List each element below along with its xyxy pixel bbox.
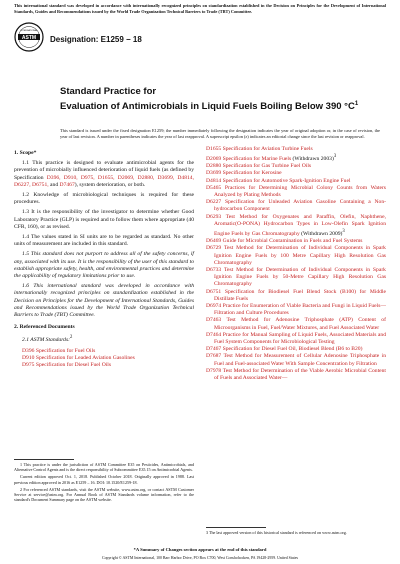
spec-link-d7467[interactable]: D7467 — [59, 181, 75, 188]
para-2-1: 2.1 ASTM Standards:$^2$ — [22, 335, 73, 344]
reference-code[interactable]: D6729 — [206, 245, 222, 252]
footnote-mark: 3 — [342, 229, 345, 235]
reference-title[interactable]: Test Method for Determination of Individual Components in Spark Ignition Engine Fuels by 100 Metre Capillary High Resolution Gas Chromatography — [214, 245, 386, 266]
reference-title[interactable]: Specification for Unleaded Aviation Gasoline Containing a Non-hydrocarbon Component — [214, 199, 386, 213]
para-1-1: 1.1 This practice is designed to evaluate antimicrobial agents for the prevention of microbially influenced deterioration of liquid fuels (as defined by Specification D396, D910, D975, D1655, D2069, D2880, D3699, D4814, D6227, D6751, and D7467), system deterioration, or both. — [14, 160, 194, 188]
footnote-3: 3 The last approved version of this historical standard is referenced on www.astm.org. — [206, 530, 347, 535]
astm-logo-icon — [14, 22, 44, 52]
para-1-5: 1.5 This standard does not purport to address all of the safety concerns, if any, associated with its use. It is the responsibility of the user of this standard to establish appropriate safety, health, and environmental practices and determine the applicability of regulatory limitations prior to use. — [14, 251, 194, 280]
reference-item[interactable] — [14, 355, 194, 362]
reference-title[interactable]: Specification for Kerosine — [222, 170, 282, 177]
reference-title[interactable]: Guide for Microbial Contamination in Fuels and Fuel Systems — [222, 238, 363, 245]
reference-item[interactable] — [206, 170, 386, 177]
spec-links[interactable]: D396, D910, D975, D1655, D2069, D2880, D3699, D4814, D6227, D6751, — [14, 174, 194, 188]
reference-item[interactable] — [206, 185, 386, 199]
footnote-2: 2 For referenced ASTM standards, visit the ASTM website, www.astm.org, or contact ASTM Customer Service at service@astm.org. For Annual Book of ASTM Standards volume information, refer to the standard's Document Summary page on the ASTM website. — [14, 486, 194, 503]
reference-title[interactable]: Specification for Fuel Oils — [35, 347, 96, 354]
reference-code[interactable]: D2880 — [206, 163, 222, 170]
reference-code[interactable]: D6227 — [206, 199, 222, 206]
reference-item[interactable] — [206, 267, 386, 289]
reference-code[interactable]: D910 — [22, 354, 35, 361]
document-title — [60, 86, 380, 113]
reference-code[interactable]: D1655 — [206, 146, 222, 152]
reference-title[interactable]: Test Method for Measurement of Cellular Adenosine Triphosphate in Fuel and Fuel-associated Water With Sample Concentration by Filtration — [214, 353, 386, 367]
summary-of-changes-note: *A Summary of Changes section appears at the end of this standard — [133, 547, 267, 552]
section-referenced-docs-heading: 2. Referenced Documents — [14, 324, 75, 331]
reference-title[interactable]: Practice for Enumeration of Viable Bacteria and Fungi in Liquid Fuels—Filtration and Culture Procedures — [214, 302, 386, 317]
reference-title[interactable]: Practices for Determining Microbial Colony Counts from Waters Analyzed by Plating Methods — [214, 184, 386, 199]
reference-item[interactable] — [206, 146, 386, 153]
reference-title[interactable]: Specification for Automotive Spark-Ignition Engine Fuel — [222, 177, 351, 184]
reference-code[interactable]: D7464 — [206, 331, 222, 338]
reference-code[interactable]: D4814 — [206, 177, 222, 184]
reference-code[interactable]: D5465 — [206, 184, 222, 191]
reference-item[interactable] — [14, 348, 194, 355]
wto-notice: This international standard was developed in accordance with internationally recognized principles on standardization established in the Decision on Principles for the Development of International Standards, Guides and Recommendations issued by the World Trade Organization Technical Barriers to Trade (TBT) Committee. — [14, 3, 386, 14]
reference-code[interactable]: D6469 — [206, 238, 222, 245]
reference-code[interactable]: D3699 — [206, 170, 222, 177]
withdrawn-note: (Withdrawn 2003) — [291, 156, 334, 163]
reference-title[interactable]: Specification for Marine Fuels — [222, 156, 292, 163]
standard-issue-note: This standard is issued under the fixed designation E1259; the number immediately following the designation indicates the year of original adoption or, in the case of revision, the year of last revision. A number in parentheses indicates the year of last reapproval. A superscript epsilon (ε) indicates an editorial change since the last revision or reapproval. — [60, 128, 380, 139]
para-1-6: 1.6 This international standard was developed in accordance with internationally recognized principles on standardization established in the Decision on Principles for the Development of International Standards, Guides and Recommendations issued by the World Trade Organization Technical Barriers to Trade (TBT) Committee. — [14, 283, 194, 319]
designation: Designation: E1259 − 18 — [50, 35, 142, 44]
title-footnote-mark: 1 — [354, 101, 359, 107]
reference-code[interactable]: D396 — [22, 347, 35, 354]
reference-item[interactable] — [206, 332, 386, 346]
reference-item[interactable] — [206, 303, 386, 317]
reference-item[interactable] — [206, 368, 386, 382]
reference-code[interactable]: D6733 — [206, 266, 222, 273]
para-1-4: 1.4 The values stated in SI units are to be regarded as standard. No other units of measurement are included in this standard. — [14, 234, 194, 248]
reference-code[interactable]: D975 — [22, 361, 35, 368]
reference-code[interactable]: D7463 — [206, 317, 222, 324]
right-column — [206, 146, 386, 382]
reference-code[interactable]: D7978 — [206, 367, 222, 374]
reference-item[interactable] — [206, 178, 386, 185]
para-1-2: 1.2 Knowledge of microbiological techniques is required for these procedures. — [14, 192, 194, 206]
reference-title[interactable]: Specification for Aviation Turbine Fuels — [222, 146, 313, 152]
reference-title[interactable]: Specification for Diesel Fuel Oil, Biodiesel Blend (B6 to B20) — [222, 346, 363, 353]
left-column — [14, 148, 194, 369]
reference-code[interactable]: D7687 — [206, 353, 222, 360]
reference-code[interactable]: D2069 — [206, 156, 222, 163]
footnote-1b: Current edition approved Oct. 1, 2018. Published October 2018. Originally approved in 1988. Last previous edition approved in 2016 as E1259 – 16. DOI: 10.1520/E1259-18. — [14, 474, 194, 485]
left-footnotes — [14, 462, 194, 504]
footnote-divider — [14, 459, 74, 460]
footnote-divider-right — [206, 527, 266, 528]
reference-title[interactable]: Specification for Gas Turbine Fuel Oils — [222, 163, 312, 170]
right-reference-list — [206, 146, 386, 382]
copyright-line: Copyright © ASTM International, 100 Barr Harbor Drive, PO Box C700, West Conshohocken, PA 19428-2959. United States — [102, 556, 298, 560]
reference-title[interactable]: Test Method for Oxygenates and Paraffin, Olefin, Naphthene, Aromatic(O-PONA) Hydrocarbon Types in Low-Olefin Spark Ignition Engine Fuels by Gas Chromatography — [214, 213, 386, 237]
reference-title[interactable]: Test Method for Determination of the Viable Aerobic Microbial Content of Fuels and Associated Water— — [214, 367, 386, 382]
reference-item[interactable] — [206, 245, 386, 267]
reference-code[interactable]: D6293 — [206, 213, 222, 220]
left-reference-list — [14, 348, 194, 370]
reference-item[interactable] — [206, 153, 386, 163]
reference-item[interactable] — [206, 214, 386, 238]
reference-title[interactable]: Test Method for Determination of Individual Components in Spark Ignition Engine Fuels by 50-Metre Capillary High Resolution Gas Chromatography — [214, 266, 386, 288]
title-line-1: Standard Practice for — [60, 86, 157, 97]
footnote-mark: 3 — [333, 154, 337, 160]
reference-title[interactable]: Specification for Leaded Aviation Gasolines — [35, 354, 135, 361]
footnote-1: 1 This practice is under the jurisdiction of ASTM Committee E35 on Pesticides, Antimicrobials, and Alternative Control Agents and is the direct responsibility of Subcommittee E35.15 on Antimicrobial Agents. — [14, 462, 194, 473]
reference-title[interactable]: Test Method for Adenosine Triphosphate (ATP) Content of Microorganisms in Fuel, Fuel/Water Mixtures, and Fuel Associated Water — [214, 317, 386, 331]
reference-item[interactable] — [14, 362, 194, 369]
reference-title[interactable]: Practice for Manual Sampling of Liquid Fuels, Associated Materials and Fuel System Components for Microbiological Testing — [214, 331, 386, 345]
reference-code[interactable]: D6751 — [206, 288, 222, 295]
withdrawn-note: (Withdrawn 2009) — [299, 230, 343, 237]
reference-item[interactable] — [206, 353, 386, 367]
reference-code[interactable]: D6974 — [206, 302, 222, 309]
reference-item[interactable] — [206, 317, 386, 331]
section-scope-heading: 1. Scope* — [14, 150, 37, 156]
reference-title[interactable]: Specification for Biodiesel Fuel Blend Stock (B100) for Middle Distillate Fuels — [214, 288, 386, 302]
reference-item[interactable] — [206, 289, 386, 303]
logo-text: INTERNATIONAL — [20, 30, 38, 32]
reference-title[interactable]: Specification for Diesel Fuel Oils — [35, 361, 112, 368]
reference-item[interactable] — [206, 199, 386, 213]
reference-code[interactable]: D7467 — [206, 346, 222, 353]
para-1-3: 1.3 It is the responsibility of the investigator to determine whether Good Laboratory Practice (GLP) is required and to follow them where appropriate (40 CFR, 160), or as revised. — [14, 209, 194, 230]
svg-text:ASTM: ASTM — [21, 34, 37, 41]
title-line-2: Evaluation of Antimicrobials in Liquid Fuels Boiling Below 390 °C — [60, 101, 355, 113]
